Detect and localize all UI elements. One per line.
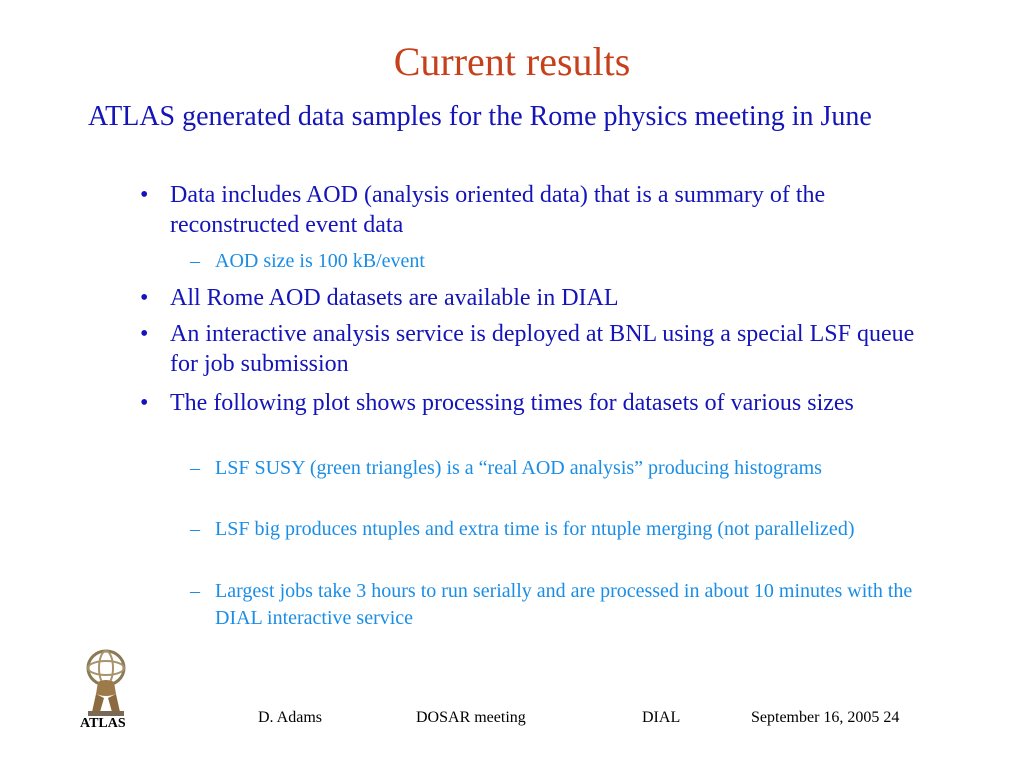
bullet-item	[140, 388, 930, 418]
bullet-glyph: •	[140, 390, 149, 416]
subbullet-item	[190, 248, 940, 275]
bullet-glyph: •	[140, 285, 149, 311]
logo-text: ATLAS	[80, 716, 126, 731]
dash-glyph: –	[190, 250, 200, 272]
bullet-glyph: •	[140, 321, 149, 347]
bullet-glyph: •	[140, 182, 149, 208]
footer-meeting: DOSAR meeting	[416, 709, 526, 726]
footer-author: D. Adams	[258, 709, 322, 726]
bullet-item	[140, 319, 930, 379]
dash-glyph: –	[190, 457, 200, 479]
bullet-text: Data includes AOD (analysis oriented data) that is a summary of the reconstructed event data	[170, 182, 826, 238]
atlas-logo-icon	[76, 648, 140, 718]
main-heading: ATLAS generated data samples for the Rome physics meeting in June	[88, 101, 872, 132]
subbullet-text: LSF big produces ntuples and extra time is for ntuple merging (not parallelized)	[215, 518, 855, 540]
subbullet-text: Largest jobs take 3 hours to run serially and are processed in about 10 minutes with the DIAL interactive service	[215, 580, 913, 629]
bullet-item	[140, 180, 930, 240]
subbullet-item	[190, 516, 940, 543]
subbullet-item	[190, 578, 940, 632]
footer-project: DIAL	[642, 709, 681, 726]
bullet-item	[140, 283, 930, 313]
bullet-text: The following plot shows processing times for datasets of various sizes	[170, 390, 854, 416]
bullet-text: An interactive analysis service is deployed at BNL using a special LSF queue for job submission	[170, 321, 915, 377]
footer-date-page: September 16, 2005 24	[751, 709, 900, 726]
dash-glyph: –	[190, 580, 200, 602]
subbullet-item	[190, 455, 940, 482]
bullet-text: All Rome AOD datasets are available in DIAL	[170, 285, 619, 311]
slide-title: Current results	[393, 39, 631, 84]
dash-glyph: –	[190, 518, 200, 540]
subbullet-text: LSF SUSY (green triangles) is a “real AOD analysis” producing histograms	[215, 457, 822, 479]
subbullet-text: AOD size is 100 kB/event	[215, 250, 425, 272]
